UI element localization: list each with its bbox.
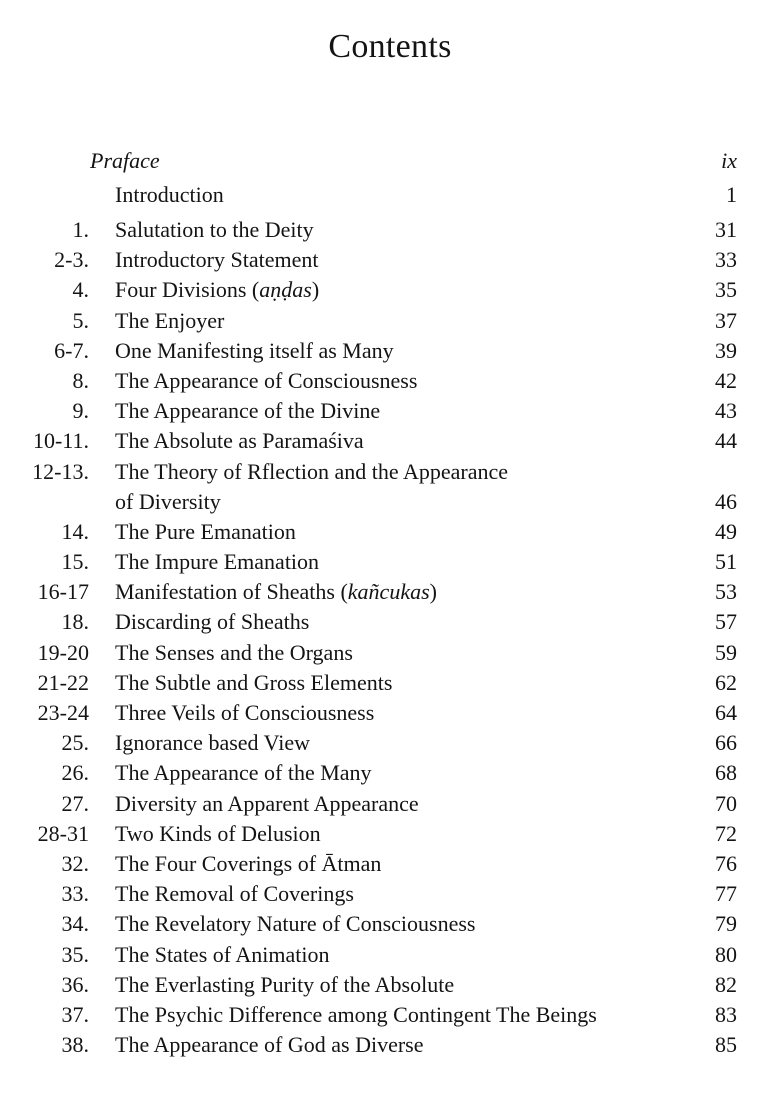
entry-page-number: 83: [715, 1001, 737, 1027]
toc-entry: [0, 728, 780, 758]
entry-page-number: 31: [715, 217, 737, 242]
entry-title-text: Introductory Statement: [115, 247, 319, 273]
toc-entry: [0, 215, 780, 245]
entry-title-text: The Impure Emanation: [115, 549, 320, 575]
entry-title: [115, 607, 309, 637]
entry-number: 38.: [61, 1032, 89, 1058]
entry-title-text-end: ): [311, 277, 320, 303]
entry-number: 27.: [61, 790, 89, 816]
entry-title: [115, 180, 224, 210]
toc-entry: [0, 1030, 780, 1060]
entry-number: 1.: [72, 217, 89, 242]
entry-title-text: Two Kinds of Delusion: [115, 820, 321, 846]
entry-title-text: The Absolute as Paramaśiva: [115, 428, 364, 454]
entry-page-number: 80: [715, 941, 737, 967]
toc-entry: [0, 336, 780, 366]
entry-page-number: 64: [715, 700, 737, 725]
entry-number: 10-11.: [32, 428, 89, 454]
entry-title: [115, 909, 475, 939]
entry-page-number: 53: [715, 579, 737, 605]
entry-number: 19-20: [37, 639, 89, 665]
entry-page-number: 68: [715, 760, 737, 786]
entry-number: 5.: [72, 307, 89, 333]
entry-title-text: Praface: [90, 148, 160, 173]
entry-number: 23-24: [37, 700, 89, 725]
entry-page-number: 43: [715, 398, 737, 424]
entry-title: [115, 396, 380, 426]
entry-title: [115, 758, 372, 788]
toc-entry: [0, 547, 780, 577]
entry-title: [115, 245, 318, 275]
entry-number: 18.: [61, 609, 89, 635]
entry-number: 32.: [61, 850, 89, 876]
toc-entry: [0, 849, 780, 879]
entry-number: 14.: [61, 518, 89, 544]
toc-entry: [0, 366, 780, 396]
entry-title-italic: kañcukas: [347, 579, 430, 605]
entry-page-number: 79: [715, 911, 737, 937]
entry-title: [115, 215, 314, 245]
entry-title-text: of Diversity: [115, 488, 221, 514]
entry-title: [115, 879, 354, 909]
entry-number: 6-7.: [54, 337, 89, 363]
toc-entry: [0, 577, 780, 607]
entry-title: [115, 457, 508, 487]
entry-title-text: The Theory of Rflection and the Appearance: [115, 458, 508, 484]
entry-title-text: The Appearance of God as Diverse: [115, 1032, 424, 1058]
entry-title: [115, 517, 296, 547]
entry-page-number: 39: [715, 337, 737, 363]
entry-title-text: The Appearance of Consciousness: [115, 367, 418, 393]
entry-title-text: The Psychic Difference among Contingent The Beings: [115, 1001, 597, 1027]
entry-title: [115, 668, 392, 698]
entry-page-number: 59: [715, 639, 737, 665]
entry-title: [115, 849, 381, 879]
entry-title: [115, 728, 310, 758]
toc-entry: [0, 396, 780, 426]
table-of-contents: [0, 146, 780, 1060]
entry-number: 37.: [61, 1001, 89, 1027]
entry-title-text: The Appearance of the Divine: [115, 398, 381, 424]
entry-title-text: The Enjoyer: [115, 307, 225, 333]
toc-entry: [0, 426, 780, 456]
entry-page-number: 37: [715, 307, 737, 333]
entry-title-text: Three Veils of Consciousness: [115, 700, 375, 725]
entry-title-text: The Four Coverings of Ātman: [115, 850, 382, 876]
entry-title-text: The States of Animation: [115, 941, 330, 967]
entry-title-text: Introduction: [115, 182, 224, 207]
entry-page-number: 42: [715, 367, 737, 393]
entry-number: 12-13.: [32, 458, 89, 484]
toc-entry: [0, 487, 780, 517]
entry-title: [115, 366, 417, 396]
entry-number: 9.: [72, 398, 89, 424]
entry-page-number: 33: [715, 247, 737, 273]
toc-entry: [0, 789, 780, 819]
entry-page-number: 49: [715, 518, 737, 544]
entry-number: 36.: [61, 971, 89, 997]
entry-title: [115, 547, 319, 577]
toc-entry: [0, 607, 780, 637]
toc-entry: [0, 970, 780, 1000]
entry-title-text: The Appearance of the Many: [115, 760, 372, 786]
entry-page-number: 44: [715, 428, 737, 454]
entry-title-text: Ignorance based View: [115, 730, 310, 756]
toc-entry: [0, 245, 780, 275]
entry-title-text: Discarding of Sheaths: [115, 609, 310, 635]
toc-entry: [0, 180, 780, 215]
toc-entry: [0, 819, 780, 849]
toc-entry: [0, 306, 780, 336]
toc-entry: [0, 909, 780, 939]
entry-title-text: The Subtle and Gross Elements: [115, 669, 393, 695]
entry-page-number: 66: [715, 730, 737, 756]
entry-title-text: Diversity an Apparent Appearance: [115, 790, 419, 816]
entry-page-number: 1: [726, 182, 737, 207]
entry-title: [115, 1030, 423, 1060]
entry-title-text: Four Divisions (: [115, 277, 260, 303]
entry-title-text: The Removal of Coverings: [115, 881, 354, 907]
entry-title: [115, 789, 419, 819]
toc-entry: [0, 758, 780, 788]
entry-title-text-end: ): [429, 579, 437, 605]
entry-title: [115, 940, 329, 970]
entry-title: [115, 698, 374, 728]
entry-number: 25.: [61, 730, 89, 756]
entry-page-number: 72: [715, 820, 737, 846]
toc-entry: [0, 275, 780, 305]
entry-number: 16-17: [37, 579, 89, 605]
entry-title: [115, 577, 437, 607]
entry-title-text: One Manifesting itself as Many: [115, 337, 394, 363]
toc-entry: [0, 146, 780, 180]
entry-number: 15.: [61, 549, 89, 575]
entry-number: 26.: [61, 760, 89, 786]
entry-title-text: The Revelatory Nature of Consciousness: [115, 911, 476, 937]
entry-title: [115, 306, 224, 336]
entry-page-number: 57: [715, 609, 737, 635]
entry-title: [115, 638, 353, 668]
entry-number: 28-31: [37, 820, 89, 846]
entry-title: [115, 819, 321, 849]
entry-page-number: 85: [715, 1032, 737, 1058]
entry-title: [115, 426, 364, 456]
toc-entry: [0, 668, 780, 698]
entry-title-text: Manifestation of Sheaths (: [115, 579, 348, 605]
entry-page-number: 51: [715, 549, 737, 575]
entry-number: 21-22: [37, 669, 89, 695]
entry-title: [115, 1000, 597, 1030]
toc-entry: [0, 879, 780, 909]
entry-number: 33.: [61, 881, 89, 907]
entry-title-italic: aṇḍas: [259, 277, 312, 303]
entry-page-number: 46: [715, 488, 737, 514]
entry-page-number: 77: [715, 881, 737, 907]
entry-title: [115, 336, 394, 366]
entry-title-text: The Everlasting Purity of the Absolute: [115, 971, 455, 997]
entry-page-number: 70: [715, 790, 737, 816]
entry-title: [115, 487, 221, 517]
toc-entry: [0, 638, 780, 668]
entry-number: 8.: [72, 367, 89, 393]
entry-number: 2-3.: [54, 247, 89, 273]
toc-entry: [0, 1000, 780, 1030]
entry-page-number: ix: [721, 148, 737, 173]
entry-page-number: 82: [715, 971, 737, 997]
entry-title-text: The Pure Emanation: [115, 518, 296, 544]
entry-page-number: 35: [715, 277, 737, 303]
toc-entry: [0, 698, 780, 728]
entry-number: 34.: [61, 911, 89, 937]
toc-entry: [0, 457, 780, 487]
entry-title-text: Salutation to the Deity: [115, 217, 314, 242]
entry-page-number: 62: [715, 669, 737, 695]
toc-entry: [0, 517, 780, 547]
entry-number: 35.: [61, 941, 89, 967]
entry-title: [115, 275, 319, 305]
entry-number: 4.: [72, 277, 89, 303]
page-title: Contents: [328, 28, 452, 65]
entry-title-text: The Senses and the Organs: [115, 639, 353, 665]
toc-entry: [0, 940, 780, 970]
entry-page-number: 76: [715, 850, 737, 876]
entry-title: [90, 146, 160, 176]
entry-title: [115, 970, 454, 1000]
